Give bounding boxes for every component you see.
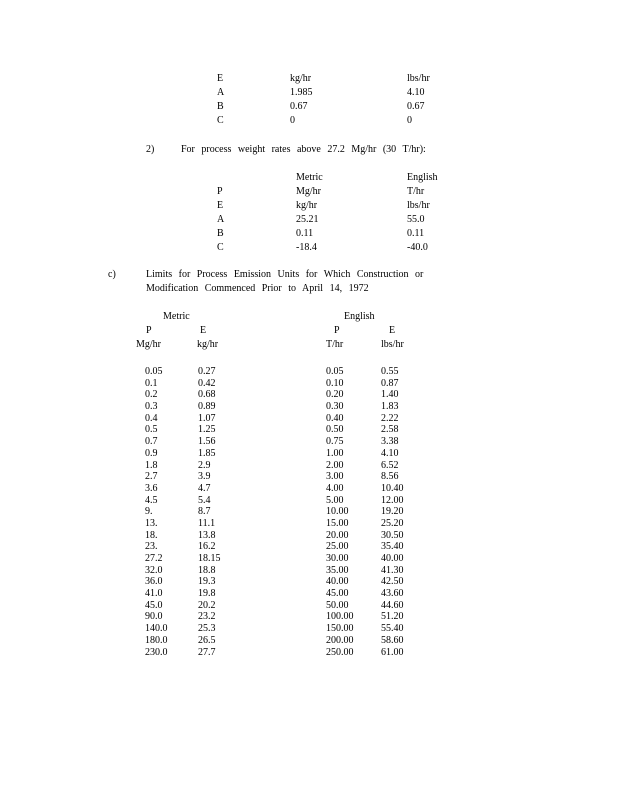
table-cell: 20.00 [326,529,349,541]
table-cell: 0.05 [326,366,344,377]
table-cell: 16.2 [198,541,216,553]
table-cell: 26.5 [198,634,216,646]
item2-row-english: 55.0 [407,214,425,225]
table-cell: 1.85 [198,447,216,459]
table-cell: 5.00 [326,494,344,506]
limits-english-p-header: P [334,325,340,336]
table-cell: 2.7 [145,471,158,483]
item2-row-metric: -18.4 [296,242,317,253]
table-cell: 2.58 [381,424,399,436]
limits-metric-p-header: P [146,325,152,336]
section-title-line2: Modification Commenced Prior to April 14, 1972 [146,283,369,294]
table-cell: 4.5 [145,494,158,506]
table-cell: 35.40 [381,541,404,553]
item2-row-english: 0.11 [407,228,425,239]
table-cell: 55.40 [381,623,404,635]
item-number: 2) [146,144,155,155]
table-cell: 13. [145,517,158,529]
limits-metric-e-unit: kg/hr [197,339,219,350]
table-cell: 0.42 [198,377,216,389]
table-cell: 1.07 [198,412,216,424]
table-cell: 0.05 [145,366,163,377]
item2-row-english: T/hr [407,186,425,197]
table-cell: 44.60 [381,599,404,611]
item2-metric-title: Metric [296,172,323,183]
table-cell: 9. [145,506,153,518]
item2-row-label: E [217,200,224,211]
item2-row-metric: kg/hr [296,200,318,211]
table-cell: 23.2 [198,611,216,623]
table-cell: 100.00 [326,611,354,623]
item2-row-metric: 0.11 [296,228,314,239]
top-table-header-lbs: lbs/hr [407,73,430,84]
table-cell: 0.55 [381,366,399,377]
table-cell: 19.20 [381,506,404,518]
table-cell: 1.8 [145,459,158,471]
table-cell: 27.2 [145,553,163,564]
top-table-row-english: 4.10 [407,87,425,98]
table-cell: 4.10 [381,447,399,459]
table-cell: 0.89 [198,401,216,413]
table-cell: 0.9 [145,447,158,459]
table-cell: 32.0 [145,564,163,576]
table-cell: 1.40 [381,389,399,401]
item2-row-label: C [217,242,224,253]
table-cell: 0.1 [145,377,158,389]
table-cell: 27.7 [198,646,216,658]
table-cell: 0.75 [326,436,344,448]
table-cell: 30.00 [326,553,349,564]
table-cell: 45.0 [145,599,163,611]
table-cell: 2.22 [381,412,399,424]
metric-p-column [145,366,168,658]
table-cell: 8.7 [198,506,211,518]
limits-english-e-header: E [389,325,396,336]
table-cell: 40.00 [326,576,349,588]
table-cell: 18.8 [198,564,216,576]
table-cell: 41.30 [381,564,404,576]
table-cell: 42.50 [381,576,404,588]
table-cell: 61.00 [381,646,404,658]
table-cell: 51.20 [381,611,404,623]
table-cell: 1.00 [326,447,344,459]
table-cell: 45.00 [326,588,349,600]
table-cell: 25.20 [381,517,404,529]
table-cell: 1.25 [198,424,216,436]
limits-english-p-unit: T/hr [326,339,344,350]
table-cell: 8.56 [381,471,399,483]
top-table-row-label: A [217,87,225,98]
table-cell: 11.1 [198,517,216,529]
top-table-row-label: C [217,115,224,126]
table-cell: 43.60 [381,588,404,600]
table-cell: 3.38 [381,436,399,448]
table-cell: 35.00 [326,564,349,576]
top-table-header-e: E [217,73,224,84]
table-cell: 0.87 [381,377,399,389]
table-cell: 0.4 [145,412,158,424]
item2-row-english: -40.0 [407,242,428,253]
table-cell: 40.00 [381,553,404,564]
table-cell: 4.7 [198,482,211,494]
limits-metric-p-unit: Mg/hr [136,339,161,350]
section-title-line1: Limits for Process Emission Units for Which Construction or [146,269,424,280]
table-cell: 0.50 [326,424,344,436]
table-cell: 0.30 [326,401,344,413]
table-cell: 0.27 [198,366,216,377]
table-cell: 1.83 [381,401,399,413]
table-cell: 20.2 [198,599,216,611]
item2-english-title: English [407,172,438,183]
item2-row-label: A [217,214,225,225]
table-cell: 0.68 [198,389,216,401]
top-table-row-metric: 0.67 [290,101,308,112]
table-cell: 180.0 [145,634,168,646]
table-cell: 58.60 [381,634,404,646]
table-cell: 5.4 [198,494,211,506]
table-cell: 19.3 [198,576,216,588]
item2-row-metric: Mg/hr [296,186,321,197]
item2-row-label: P [217,186,223,197]
item2-row-metric: 25.21 [296,214,319,225]
table-cell: 2.00 [326,459,344,471]
table-cell: 3.00 [326,471,344,483]
table-cell: 18.15 [198,553,221,564]
table-cell: 3.9 [198,471,211,483]
table-cell: 13.8 [198,529,216,541]
table-cell: 1.56 [198,436,216,448]
table-cell: 30.50 [381,529,404,541]
item-text: For process weight rates above 27.2 Mg/hr (30 T/hr): [181,144,426,155]
table-cell: 200.00 [326,634,354,646]
english-e-column [381,366,404,658]
table-cell: 230.0 [145,646,168,658]
table-cell: 18. [145,529,158,541]
table-cell: 10.00 [326,506,349,518]
table-cell: 25.3 [198,623,216,635]
table-cell: 50.00 [326,599,349,611]
table-cell: 19.8 [198,588,216,600]
top-table-row-label: B [217,101,224,112]
table-cell: 2.9 [198,459,211,471]
table-cell: 0.2 [145,389,158,401]
table-cell: 25.00 [326,541,349,553]
metric-e-column [198,366,221,658]
top-table-header-kg: kg/hr [290,73,312,84]
table-cell: 0.5 [145,424,158,436]
item2-row-english: lbs/hr [407,200,430,211]
top-table-row-english: 0 [407,115,412,126]
top-table-row-metric: 1.985 [290,87,313,98]
item2-row-label: B [217,228,224,239]
table-cell: 41.0 [145,588,163,600]
table-cell: 10.40 [381,482,404,494]
table-cell: 250.00 [326,646,354,658]
table-cell: 0.40 [326,412,344,424]
table-cell: 150.00 [326,623,354,635]
limits-english-e-unit: lbs/hr [381,339,404,350]
table-cell: 36.0 [145,576,163,588]
limits-metric-title: Metric [163,311,190,322]
table-cell: 4.00 [326,482,344,494]
table-cell: 15.00 [326,517,349,529]
table-cell: 0.10 [326,377,344,389]
table-cell: 3.6 [145,482,158,494]
top-table-row-english: 0.67 [407,101,425,112]
table-cell: 0.20 [326,389,344,401]
english-p-column [326,366,354,658]
section-label: c) [108,269,116,280]
table-cell: 12.00 [381,494,404,506]
table-cell: 0.3 [145,401,158,413]
table-cell: 90.0 [145,611,163,623]
limits-metric-e-header: E [200,325,207,336]
limits-english-title: English [344,311,375,322]
top-table-row-metric: 0 [290,115,295,126]
table-cell: 23. [145,541,158,553]
table-cell: 140.0 [145,623,168,635]
table-cell: 0.7 [145,436,158,448]
table-cell: 6.52 [381,459,399,471]
